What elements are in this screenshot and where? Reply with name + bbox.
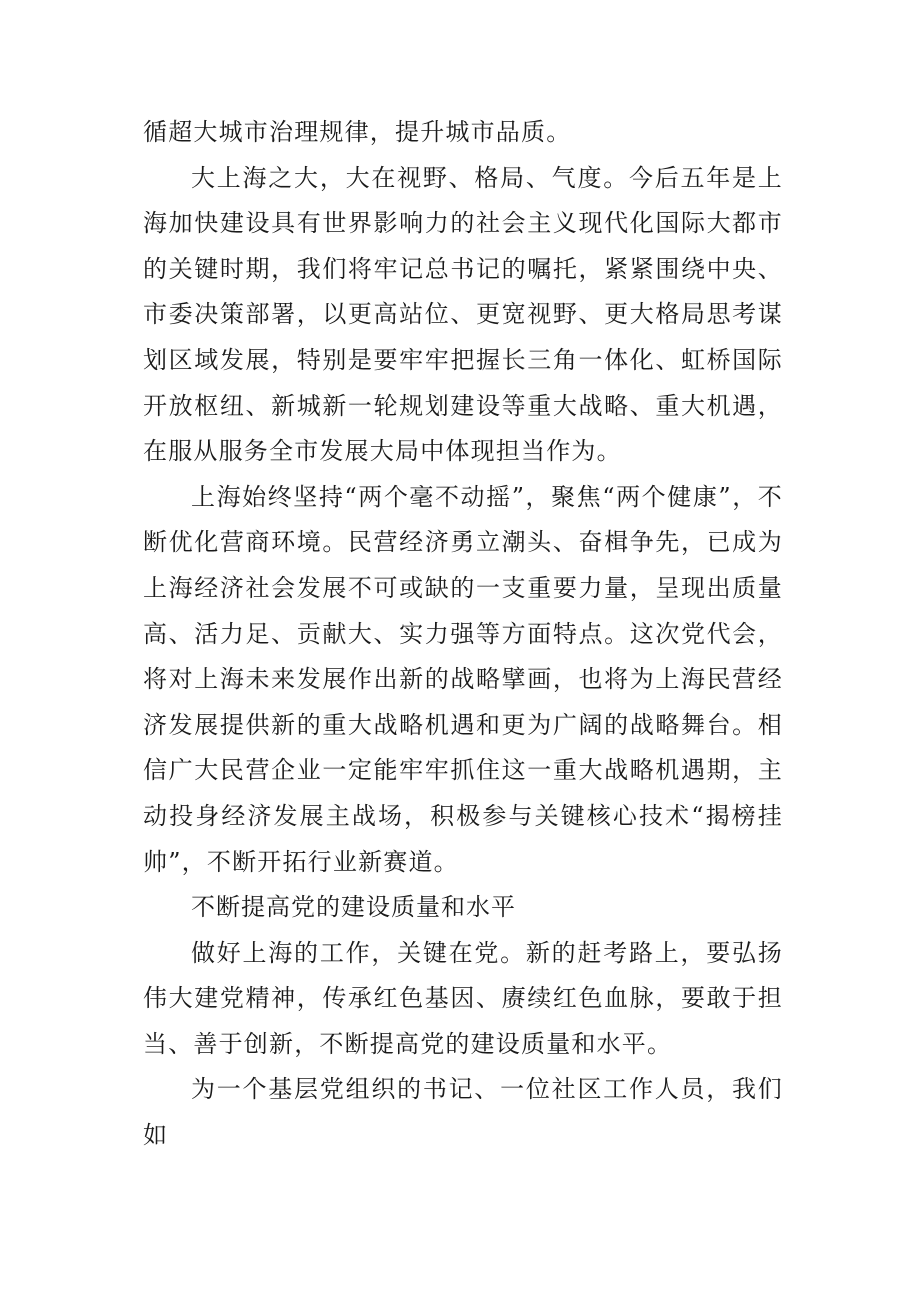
paragraph-grassroots: 为一个基层党组织的书记、一位社区工作人员，我们如 <box>143 1075 783 1150</box>
paragraph-private-economy: 上海始终坚持“两个毫不动摇”，聚焦“两个健康”，不断优化营商环境。民营经济勇立潮头、奋楫争先，已成为上海经济社会发展不可或缺的一支重要力量，呈现出质量高、活力足、贡献大、实力强等方面特点。这次党代会，将对上海未来发展作出新的战略擘画，也将为上海民营经济发展提供新的重大战略机遇和更为广阔的战略舞台。相信广大民营企业一定能牢牢抓住这一重大战略机遇期，主动投身经济发展主战场，积极参与关键核心技术“揭榜挂帅”，不断开拓行业新赛道。 <box>143 482 783 876</box>
paragraph-continuation: 循超大城市治理规律，提升城市品质。 <box>143 118 572 146</box>
paragraph-greater-shanghai: 大上海之大，大在视野、格局、气度。今后五年是上海加快建设具有世界影响力的社会主义现代化国际大都市的关键时期，我们将牢记总书记的嘱托，紧紧围绕中央、市委决策部署，以更高站位、更宽视野、更大格局思考谋划区域发展，特别是要牢牢把握长三角一体化、虹桥国际开放枢纽、新城新一轮规划建设等重大战略、重大机遇，在服从服务全市发展大局中体现担当作为。 <box>143 163 783 466</box>
paragraph-party-building: 做好上海的工作，关键在党。新的赶考路上，要弘扬伟大建党精神，传承红色基因、赓续红色血脉，要敢于担当、善于创新，不断提高党的建设质量和水平。 <box>143 938 783 1058</box>
section-heading: 不断提高党的建设质量和水平 <box>191 893 516 922</box>
document-body <box>143 110 783 1159</box>
